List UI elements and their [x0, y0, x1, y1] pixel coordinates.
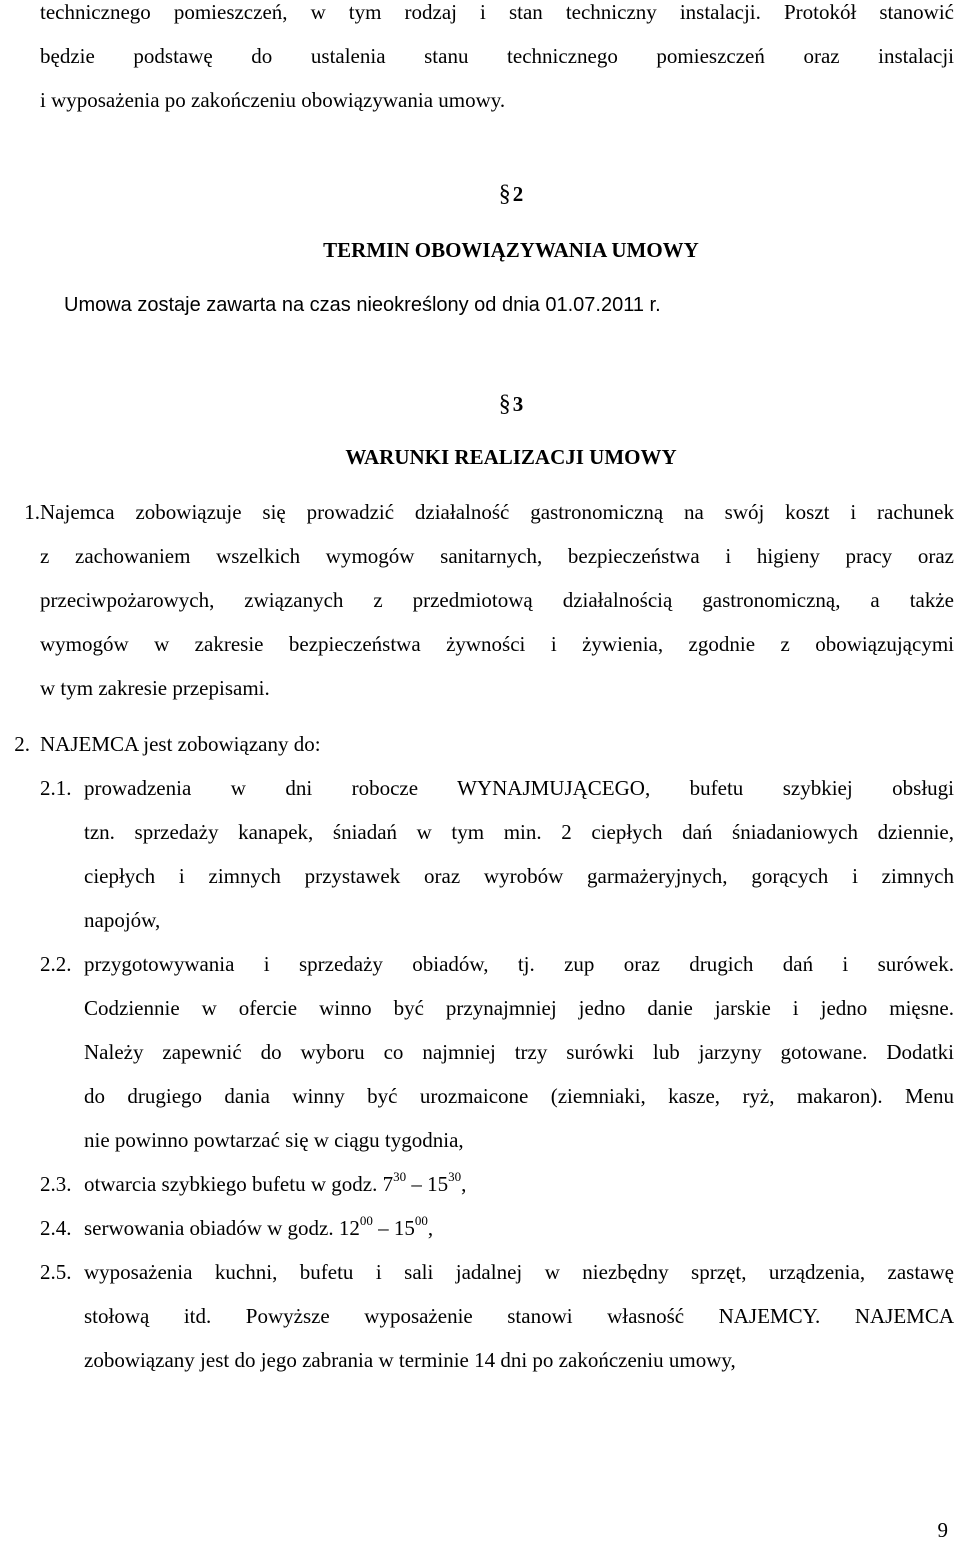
subitem-2-1-label: 2.1.: [40, 776, 72, 800]
text-segment: – 15: [406, 1172, 449, 1196]
text-line: Codziennie w ofercie winno być przynajmniej jedno danie jarskie i jedno mięsne.: [84, 996, 954, 1020]
text-line: stołową itd. Powyższe wyposażenie stanowi własność NAJEMCY. NAJEMCA: [84, 1304, 954, 1328]
section-2-title: TERMIN OBOWIĄZYWANIA UMOWY: [323, 238, 699, 262]
text-line: tzn. sprzedaży kanapek, śniadań w tym min. 2 ciepłych dań śniadaniowych dziennie,: [84, 820, 954, 844]
section-2-text: Umowa zostaje zawarta na czas nieokreślony od dnia 01.07.2011 r.: [64, 294, 661, 316]
text-line: prowadzenia w dni robocze WYNAJMUJĄCEGO, bufetu szybkiej obsługi: [84, 776, 954, 800]
text-line: zobowiązany jest do jego zabrania w terminie 14 dni po zakończeniu umowy,: [84, 1348, 736, 1372]
superscript: 00: [414, 1213, 428, 1228]
section-3-title: WARUNKI REALIZACJI UMOWY: [345, 445, 677, 469]
section-number: 2: [512, 182, 524, 206]
item-2-label: 2.: [14, 732, 30, 756]
text-line: przygotowywania i sprzedaży obiadów, tj. zup oraz drugich dań i surówek.: [84, 952, 954, 976]
text-line: [84, 1162, 954, 1206]
text-line: Najemca zobowiązuje się prowadzić działalność gastronomiczną na swój koszt i rachunek: [40, 500, 954, 524]
section-sign: §: [498, 391, 511, 417]
item-1-text: [40, 490, 954, 710]
superscript: 30: [448, 1169, 462, 1184]
text-line: nie powinno powtarzać się w ciągu tygodnia,: [84, 1128, 464, 1152]
page-number: 9: [937, 1518, 948, 1542]
subitem-2-2-label: 2.2.: [40, 952, 72, 976]
subitem-2-5-label: 2.5.: [40, 1260, 72, 1284]
text-line: NAJEMCA jest zobowiązany do:: [40, 732, 321, 756]
text-line: przeciwpożarowych, związanych z przedmiotową działalnością gastronomiczną, a także: [40, 588, 954, 612]
text-segment: ,: [427, 1216, 434, 1240]
text-line: do drugiego dania winny być urozmaicone (ziemniaki, kasze, ryż, makaron). Menu: [84, 1084, 954, 1108]
subitem-2-3-text: [84, 1162, 954, 1206]
subitem-2-4-label: 2.4.: [40, 1216, 72, 1240]
text-line: Należy zapewnić do wyboru co najmniej trzy surówki lub jarzyny gotowane. Dodatki: [84, 1040, 954, 1064]
subitem-2-2-text: [84, 942, 954, 1162]
text-segment: otwarcia szybkiego bufetu w godz. 7: [84, 1172, 394, 1196]
text-line: ciepłych i zimnych przystawek oraz wyrobów garmażeryjnych, gorących i zimnych: [84, 864, 954, 888]
text-line: wymogów w zakresie bezpieczeństwa żywności i żywienia, zgodnie z obowiązującymi: [40, 632, 954, 656]
text-segment: ,: [461, 1172, 467, 1196]
text-line: wyposażenia kuchni, bufetu i sali jadalnej w niezbędny sprzęt, urządzenia, zastawę: [84, 1260, 954, 1284]
text-line: technicznego pomieszczeń, w tym rodzaj i stan techniczny instalacji. Protokół stanowić: [40, 0, 954, 24]
section-number: 3: [512, 392, 524, 416]
section-sign: §: [498, 181, 511, 207]
superscript: 00: [359, 1213, 373, 1228]
subitem-2-5-text: [84, 1250, 954, 1382]
subitem-2-4-text: [84, 1206, 954, 1250]
text-line: z zachowaniem wszelkich wymogów sanitarnych, bezpieczeństwa i higieny pracy oraz: [40, 544, 954, 568]
text-line: [84, 1206, 954, 1250]
text-line: będzie podstawę do ustalenia stanu technicznego pomieszczeń oraz instalacji: [40, 44, 954, 68]
item-2-text: [40, 722, 954, 766]
intro-paragraph: [40, 0, 954, 122]
text-line: napojów,: [84, 908, 161, 932]
item-1-label: 1.: [24, 500, 40, 524]
section-2-number: [0, 172, 960, 216]
subitem-2-1-text: [84, 766, 954, 942]
section-3-number: [0, 382, 960, 426]
text-line: w tym zakresie przepisami.: [40, 676, 270, 700]
superscript: 30: [393, 1169, 407, 1184]
text-line: i wyposażenia po zakończeniu obowiązywania umowy.: [40, 88, 506, 112]
subitem-2-3-label: 2.3.: [40, 1172, 72, 1196]
text-segment: serwowania obiadów w godz. 12: [84, 1216, 360, 1240]
text-segment: – 15: [372, 1216, 415, 1240]
